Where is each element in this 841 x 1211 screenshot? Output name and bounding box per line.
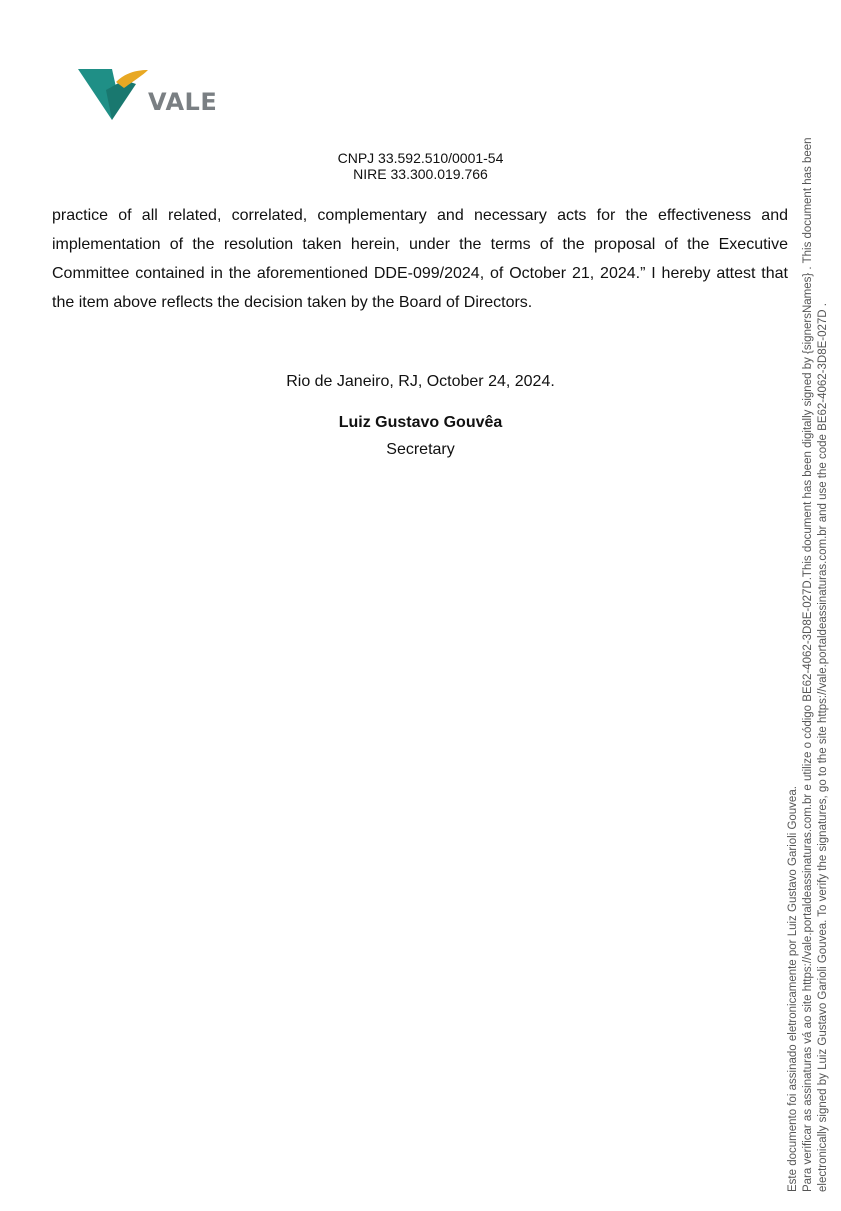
nire-number: NIRE 33.300.019.766 (353, 166, 488, 182)
stamp-line-1: Este documento foi assinado eletronicamente por Luiz Gustavo Garioli Gouvea. (787, 786, 799, 1192)
place-and-date: Rio de Janeiro, RJ, October 24, 2024. (286, 373, 555, 390)
signer-name: Luiz Gustavo Gouvêa (338, 414, 503, 431)
vale-logo-mark-icon (78, 66, 150, 124)
electronic-signature-stamp (786, 68, 836, 1192)
cnpj-number: CNPJ 33.592.510/0001-54 (337, 150, 504, 166)
stamp-line-3: electronically signed by Luiz Gustavo Garioli Gouvea. To verify the signatures, go to the site https://vale.portaldeassinaturas.com.br and use the code BE62-4062-3D8E-027D . (817, 303, 829, 1192)
stamp-line-2: Para verificar as assinaturas vá ao site https://vale.portaldeassinaturas.com.br e utilize o código BE62-4062-3D8E-027D.This document has been digitally signed by {signersNames} . This document has been (802, 137, 814, 1192)
signer-role: Secretary (386, 441, 455, 458)
vale-logo (78, 66, 218, 124)
company-identifiers (0, 150, 841, 182)
logo-wordmark: VALE (148, 88, 218, 116)
resolution-paragraph: practice of all related, correlated, complementary and necessary acts for the effectiveness and implementation of the resolution taken herein, under the terms of the proposal of the Executive Committee contained in the aforementioned DDE-099/2024, of October 21, 2024.” I hereby attest that the item above reflects the decision taken by the Board of Directors. (52, 207, 788, 311)
